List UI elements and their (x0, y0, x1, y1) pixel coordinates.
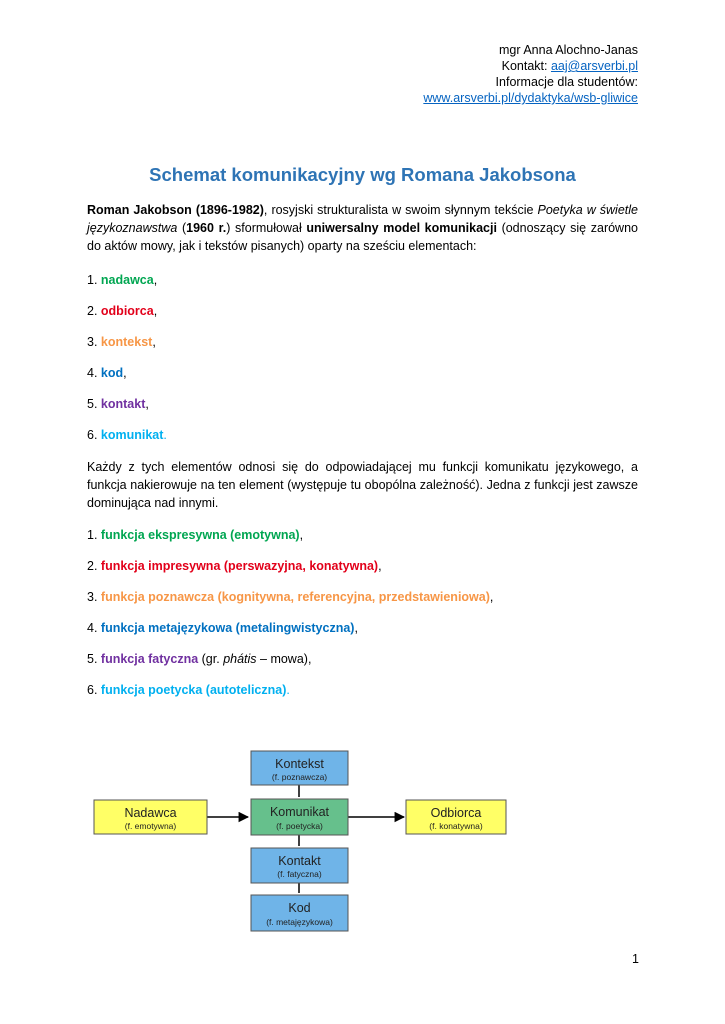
list-number: 5. (87, 652, 101, 666)
list-punct: , (354, 621, 358, 635)
element-kod: kod (100, 366, 124, 380)
function-impresywna: funkcja impresywna (perswazyjna, konatywna) (100, 559, 379, 573)
list-number: 4. (87, 621, 101, 635)
function-ekspresywna: funkcja ekspresywna (emotywna) (100, 528, 300, 542)
list-punct: . (163, 428, 167, 442)
list-number: 1. (87, 273, 101, 287)
nadawca-title: Nadawca (124, 806, 177, 820)
box-kontekst (251, 751, 348, 785)
list-number: 1. (87, 528, 101, 542)
intro-text-2: ( (177, 221, 187, 235)
intro-text-1: , rosyjski strukturalista w swoim słynnym tekście (263, 203, 538, 217)
box-kontakt (251, 848, 348, 883)
element-odbiorca: odbiorca (100, 304, 154, 318)
list-number: 5. (87, 397, 101, 411)
list-punct: , (152, 335, 156, 349)
contact-email-link[interactable]: aaj@arsverbi.pl (550, 59, 638, 73)
kontakt-title: Kontakt (278, 854, 321, 868)
kontekst-sub: (f. poznawcza) (271, 772, 328, 782)
komunikat-sub: (f. poetycka) (276, 821, 323, 831)
box-kod (251, 895, 348, 931)
info-url-link[interactable]: www.arsverbi.pl/dydaktyka/wsb-gliwice (423, 91, 638, 105)
author-name: mgr Anna Alochno-Janas (499, 43, 638, 57)
list-number: 2. (87, 559, 101, 573)
year-bold: 1960 r. (186, 221, 227, 235)
functions-intro-paragraph: Każdy z tych elementów odnosi się do odpowiadającej mu funkcji komunikatu językowego, a funkcja nakierowuje na ten element (występuje tu obopólna zależność). Jedna z funkcji jest zawsze dominująca nad innymi. (87, 460, 638, 510)
box-odbiorca (406, 800, 506, 834)
list-number: 6. (87, 683, 101, 697)
odbiorca-title: Odbiorca (430, 806, 482, 820)
list-punct: , (153, 273, 158, 287)
kod-title: Kod (288, 901, 311, 915)
element-komunikat: komunikat (100, 428, 164, 442)
list-punct: . (286, 683, 290, 697)
list-punct: , (153, 304, 158, 318)
intro-text-3: ) sformułował (226, 221, 307, 235)
list-rest-italic: phátis (223, 652, 257, 666)
box-komunikat (251, 799, 348, 835)
model-bold: uniwersalny model komunikacji (306, 221, 497, 235)
list-number: 6. (87, 428, 101, 442)
page-number: 1 (632, 952, 639, 966)
author-bold: Roman Jakobson (1896-1982) (87, 203, 264, 217)
list-rest: – mowa), (256, 652, 312, 666)
page-title: Schemat komunikacyjny wg Romana Jakobsona (149, 164, 576, 185)
box-nadawca (94, 800, 207, 834)
list-number: 2. (87, 304, 101, 318)
list-punct: , (299, 528, 304, 542)
odbiorca-sub: (f. konatywna) (429, 821, 483, 831)
intro-text-4: (odnoszący się zarówno do aktów mowy, jak i tekstów pisanych) oparty na sześciu elementach: (87, 221, 638, 253)
nadawca-sub: (f. emotywna) (124, 821, 177, 831)
kontekst-title: Kontekst (275, 757, 324, 771)
list-punct: , (123, 366, 127, 380)
list-punct: , (378, 559, 382, 573)
function-poetycka: funkcja poetycka (autoteliczna) (100, 683, 287, 697)
function-metajezykowa: funkcja metajęzykowa (metalingwistyczna) (100, 621, 355, 635)
element-kontakt: kontakt (100, 397, 146, 411)
element-kontekst: kontekst (100, 335, 153, 349)
list-number: 4. (87, 366, 101, 380)
komunikat-title: Komunikat (269, 805, 330, 819)
list-number: 3. (87, 590, 101, 604)
element-nadawca: nadawca (100, 273, 154, 287)
kontakt-sub: (f. fatyczna) (277, 869, 322, 879)
work-title: Poetyka w świetle językoznawstwa (87, 203, 638, 235)
list-punct: , (489, 590, 494, 604)
list-punct: , (145, 397, 149, 411)
function-fatyczna: funkcja fatyczna (100, 652, 199, 666)
kod-sub: (f. metajęzykowa) (266, 917, 333, 927)
contact-label: Kontakt: (501, 59, 551, 73)
list-number: 3. (87, 335, 101, 349)
list-rest: (gr. (198, 652, 224, 666)
info-label: Informacje dla studentów: (495, 75, 638, 89)
function-poznawcza: funkcja poznawcza (kognitywna, referencyjna, przedstawieniowa) (100, 590, 490, 604)
